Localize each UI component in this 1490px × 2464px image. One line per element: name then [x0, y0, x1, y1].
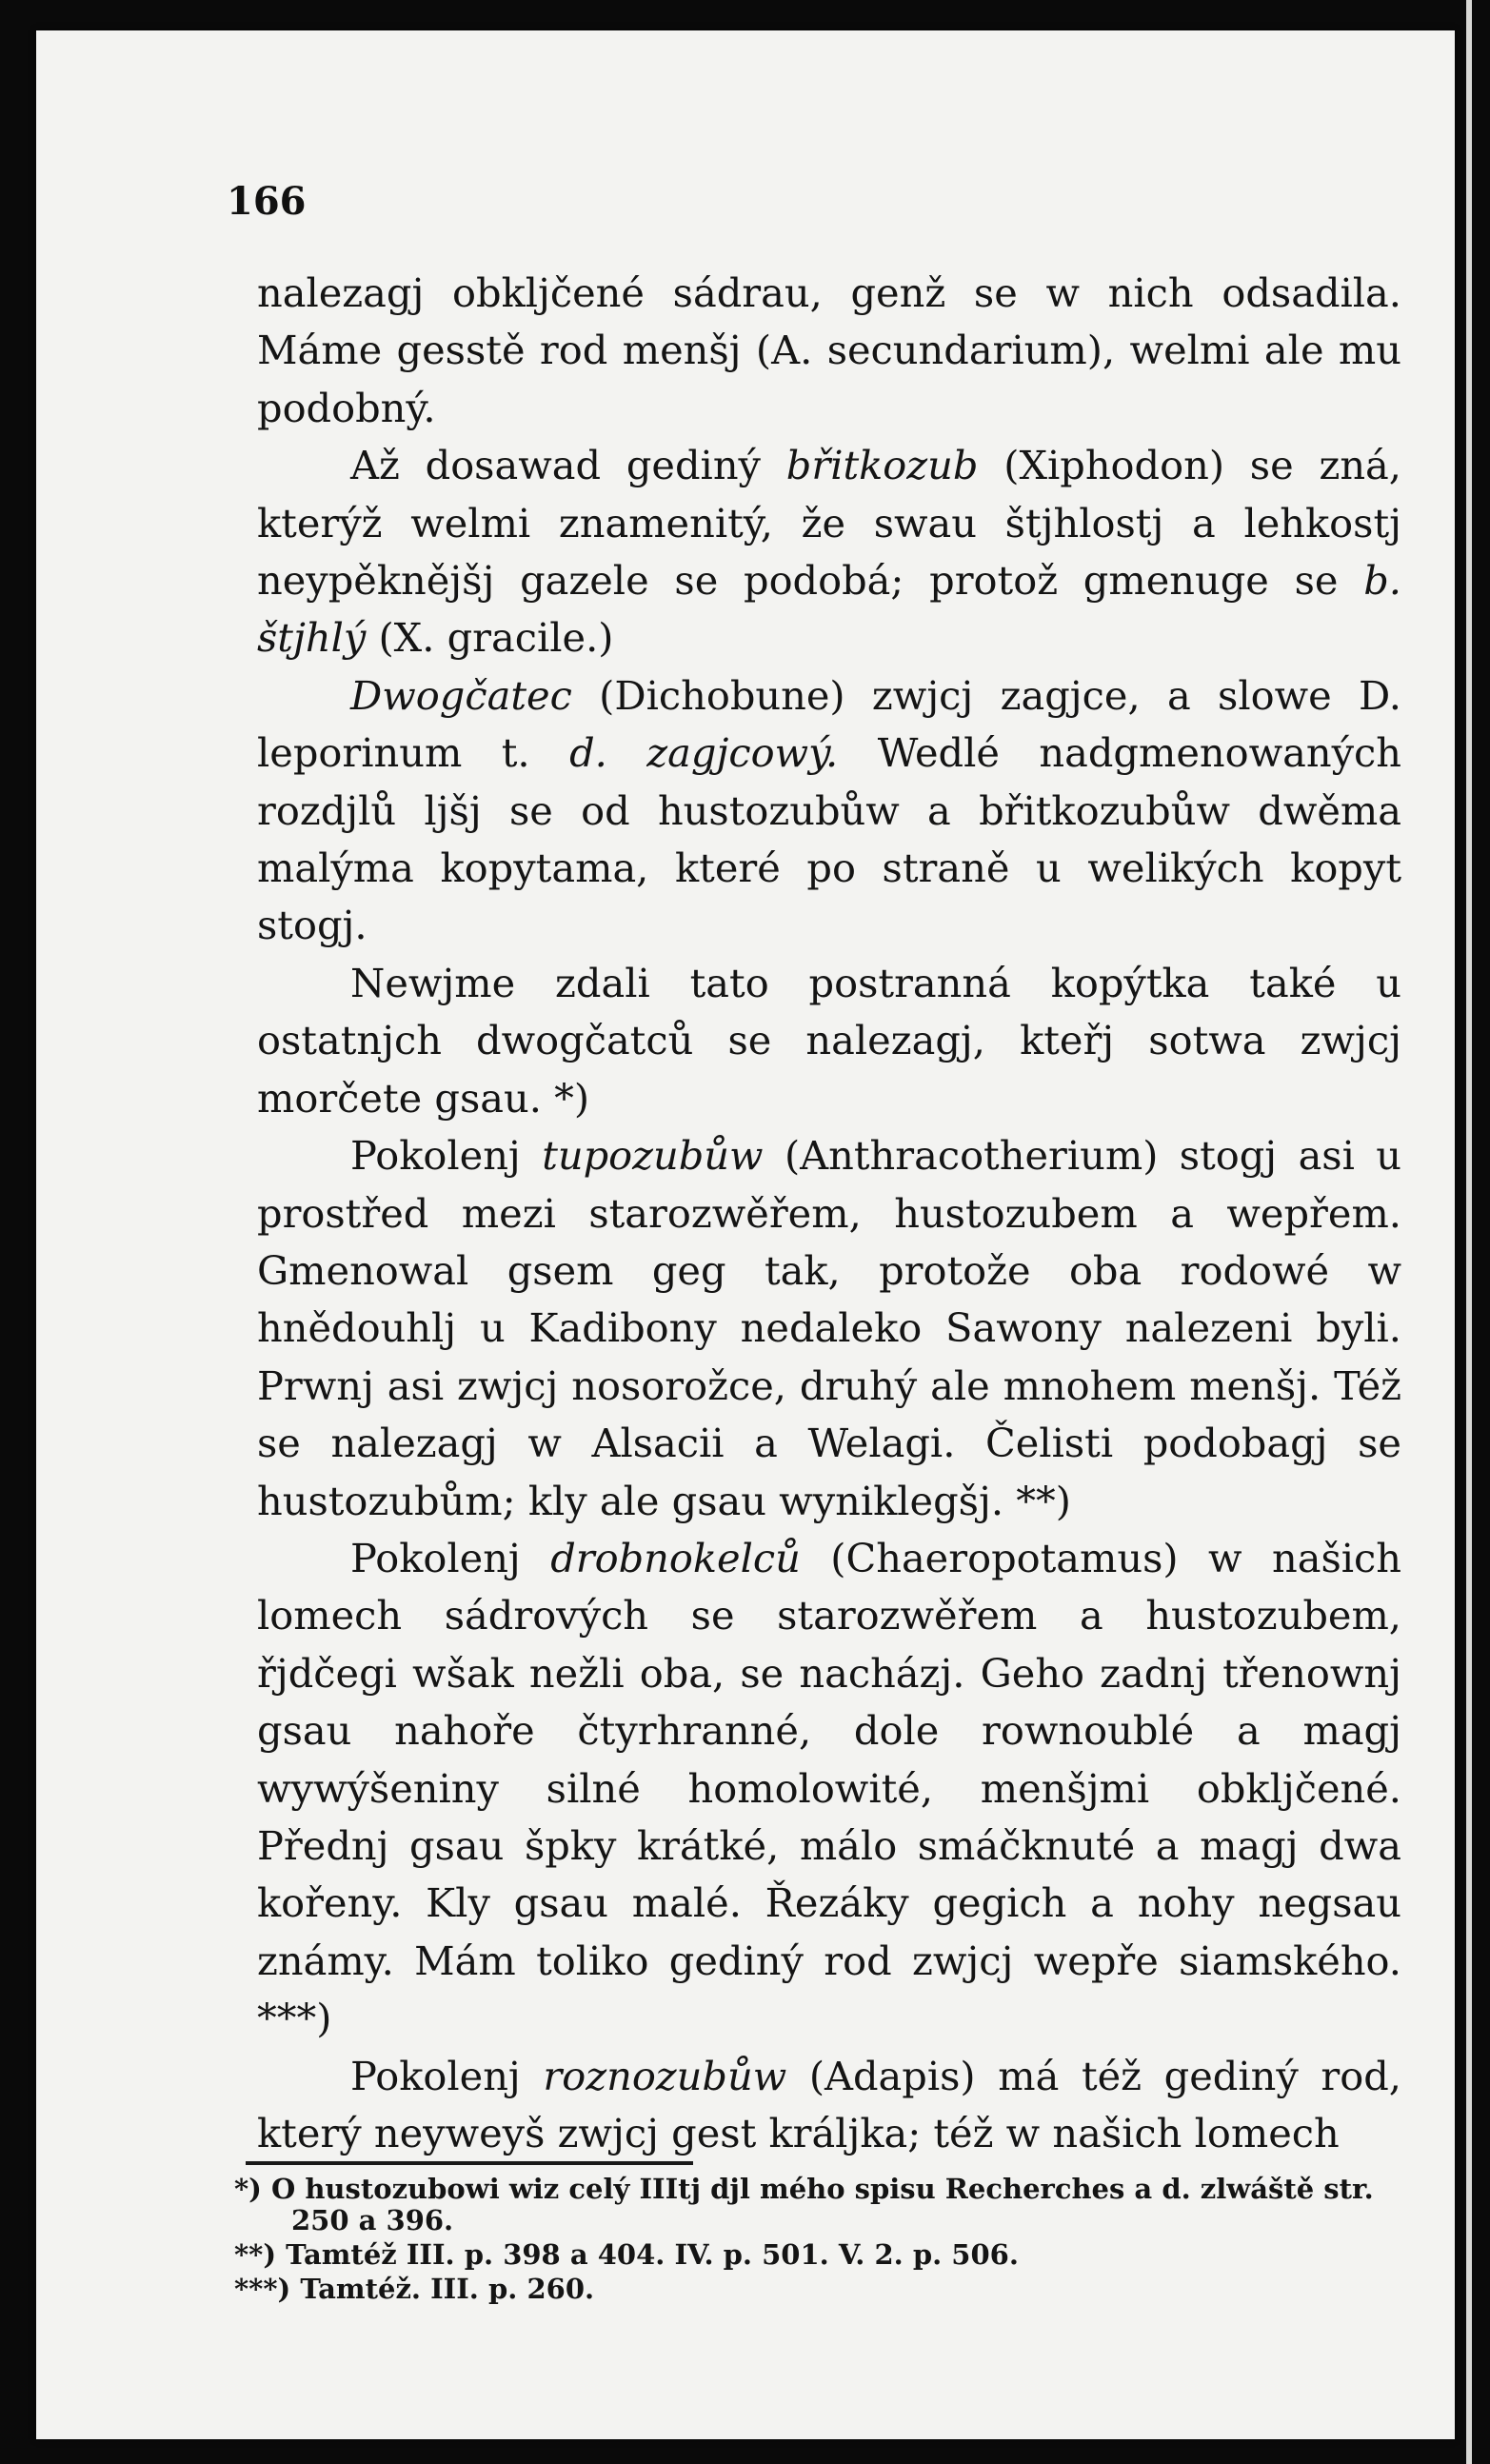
paragraph-text: (Chaeropotamus) w našich lomech sádrových se starozwěřem a hustozubem, řjdčegi wšak nežli oba, se nacházj. Geho zadnj třenownj gsau nahoře čtyrhranné, dole rownoublé a magj wywýšeniny silné homolowité, menšjmi obkljčené. Přednj gsau špky krátké, málo smáčknuté a magj dwa kořeny. Kly gsau malé. Řezáky gegich a nohy negsau známy. Mám toliko gediný rod zwjcj wepře siamského. ***)	[257, 1534, 1401, 2042]
italic-term: břitkozub	[785, 442, 979, 489]
body-text	[257, 265, 1401, 2162]
paragraph-text: Pokolenj	[350, 2052, 544, 2099]
paragraph-text: Pokolenj	[350, 1132, 543, 1180]
footnote: **) Tamtéž III. p. 398 a 404. IV. p. 501. V. 2. p. 506.	[234, 2238, 1019, 2271]
paragraph	[257, 265, 1401, 437]
paragraph-text: nalezagj obkljčené sádrau, genž se w nich odsadila. Máme gesstě rod menšj (A. secundarium), welmi ale mu podobný.	[257, 269, 1401, 431]
footnotes	[234, 2174, 1396, 2308]
italic-term: d. zagjcowý.	[569, 729, 839, 777]
italic-term: b. štjhlý	[257, 557, 1401, 662]
paragraph	[257, 955, 1401, 1127]
footnote: ***) Tamtéž. III. p. 260.	[234, 2273, 595, 2305]
paragraph-text: (Dichobune) zwjcj zagjce, a slowe D. leporinum t.	[257, 671, 1401, 777]
paragraph-text: (Adapis) má též gediný rod, který neyweyš zwjcj gest králjka; též w našich lomech	[257, 2052, 1401, 2156]
paragraph	[257, 1127, 1401, 1530]
footnote-separator	[246, 2161, 693, 2165]
italic-term: Dwogčatec	[350, 671, 572, 719]
footnote: *) O hustozubowi wiz celý IIItj djl mého spisu Recherches a d. zlwáště str. 250 a 396.	[234, 2173, 1374, 2236]
paragraph-text: Wedlé nadgmenowaných rozdjlů ljšj se od hustozubůw a břitkozubůw dwěma malýma kopytama, které po straně u welikých kopyt stogj.	[257, 729, 1402, 949]
paragraph	[257, 667, 1401, 955]
paragraph-text: Pokolenj	[350, 1534, 551, 1581]
paragraph-text: (Anthracotherium) stogj asi u prostřed mezi starozwěřem, hustozubem a wepřem. Gmenowal gsem geg tak, protože oba rodowé w hnědouhlj u Kadibony nedaleko Sawony nalezeni byli. Prwnj asi zwjcj nosorožce, druhý ale mnohem menšj. Též se nalezagj w Alsacii a Welagi. Čelisti podobagj se hustozubům; kly ale gsau wyniklegšj. **)	[257, 1132, 1401, 1524]
paragraph	[257, 1530, 1401, 2048]
page-edge	[1466, 0, 1472, 2464]
paragraph-text: (X. gracile.)	[366, 614, 614, 662]
italic-term: drobnokelců	[550, 1534, 801, 1581]
paragraph-text: Newjme zdali tato postranná kopýtka také u ostatnjch dwogčatců se nalezagj, kteřj sotwa zwjcj morčete gsau. *)	[257, 959, 1401, 1122]
paragraph	[257, 2048, 1401, 2163]
paragraph-text: (Xiphodon) se zná, kterýž welmi znamenitý, že swau štjhlostj a lehkostj neypěknějšj gazele se podobá; protož gmenuge se	[257, 442, 1401, 605]
paragraph	[257, 437, 1401, 667]
paragraph-text: Až dosawad gediný	[350, 442, 786, 489]
italic-term: tupozubůw	[542, 1132, 764, 1180]
italic-term: roznozubůw	[543, 2052, 787, 2099]
page-number: 166	[227, 179, 307, 224]
